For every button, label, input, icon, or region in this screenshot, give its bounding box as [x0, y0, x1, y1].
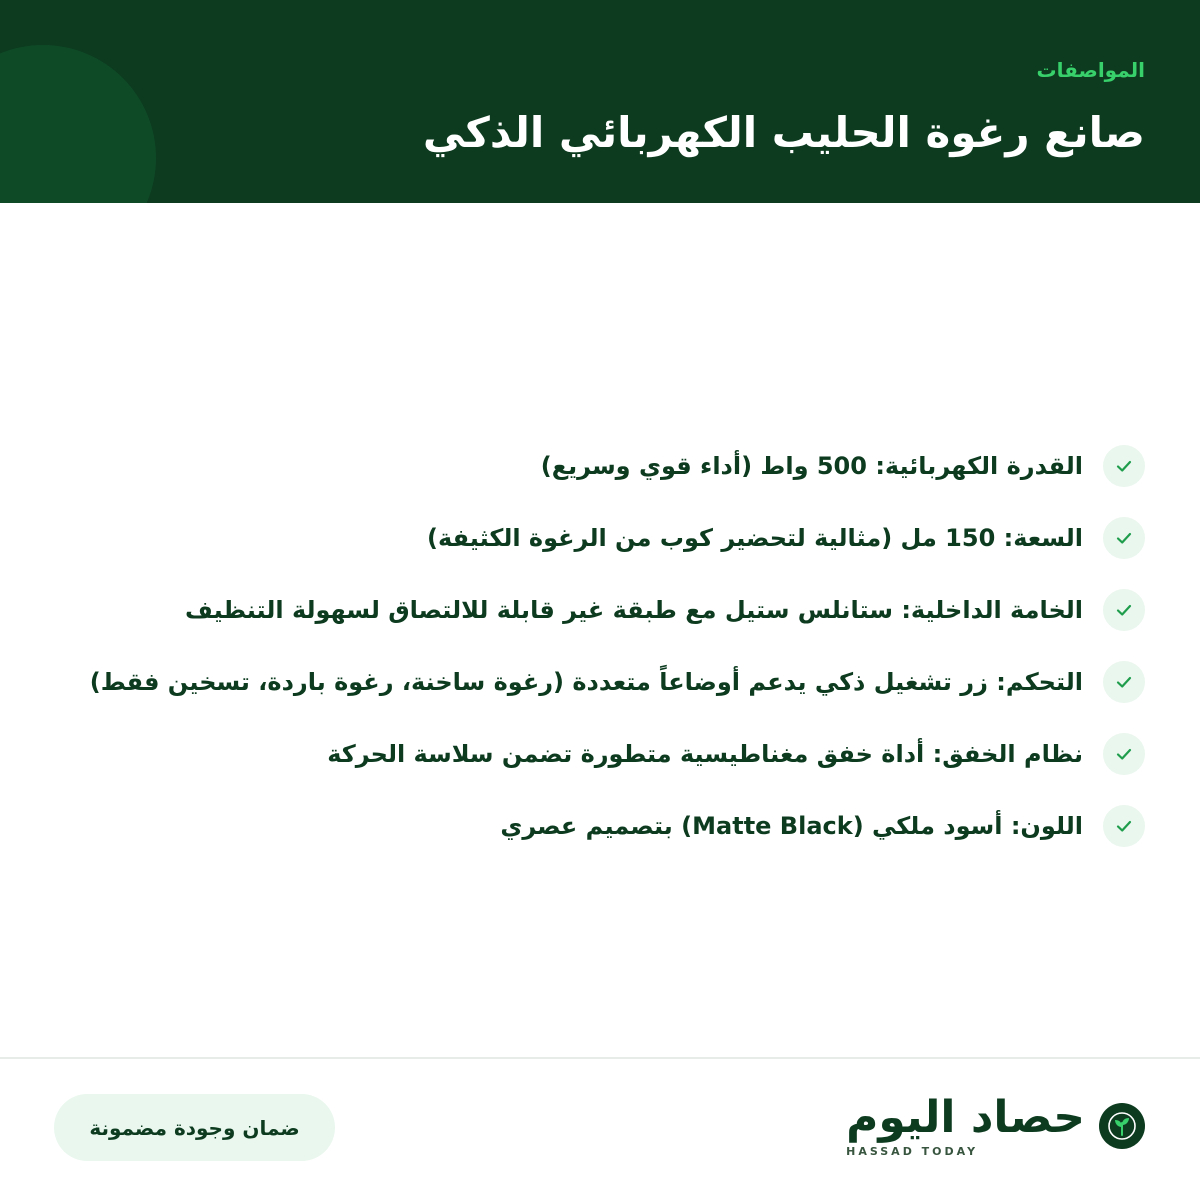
section-eyebrow: المواصفات: [1036, 58, 1145, 82]
feature-text: [327, 740, 1083, 768]
feature-value: زر تشغيل ذكي يدعم أوضاعاً متعددة (رغوة ساخنة، رغوة باردة، تسخين فقط): [89, 668, 988, 696]
brand-subtitle: HASSAD TODAY: [846, 1145, 979, 1158]
feature-label: السعة:: [1003, 524, 1083, 552]
check-icon: [1103, 661, 1145, 703]
brand-name: حصاد اليوم: [846, 1092, 1085, 1143]
brand-logo: [846, 1093, 1145, 1158]
feature-item: [45, 790, 1145, 862]
guarantee-badge: ضمان وجودة مضمونة: [54, 1094, 335, 1161]
feature-text: [427, 524, 1083, 552]
leaf-icon: [1099, 1103, 1145, 1149]
page-title: صانع رغوة الحليب الكهربائي الذكي: [422, 108, 1145, 157]
feature-item: [45, 574, 1145, 646]
decorative-circle: [0, 45, 156, 203]
feature-value: أسود ملكي (Matte Black) بتصميم عصري: [500, 812, 1003, 840]
feature-value: 150 مل (مثالية لتحضير كوب من الرغوة الكثيفة): [426, 524, 996, 552]
check-icon: [1103, 733, 1145, 775]
check-icon: [1103, 517, 1145, 559]
feature-text: [90, 668, 1083, 696]
feature-value: 500 واط (أداء قوي وسريع): [540, 452, 867, 480]
feature-value: ستانلس ستيل مع طبقة غير قابلة للالتصاق لسهولة التنظيف: [185, 596, 893, 624]
feature-label: الخامة الداخلية:: [901, 596, 1083, 624]
feature-label: القدرة الكهربائية:: [875, 452, 1083, 480]
brand-text: [846, 1093, 1085, 1158]
feature-label: نظام الخفق:: [932, 740, 1083, 768]
check-icon: [1103, 805, 1145, 847]
feature-text: [541, 452, 1083, 480]
feature-value: أداة خفق مغناطيسية متطورة تضمن سلاسة الحركة: [327, 740, 925, 768]
feature-text: [500, 812, 1083, 840]
feature-label: التحكم:: [996, 668, 1083, 696]
header-banner: [0, 0, 1200, 203]
feature-label: اللون:: [1010, 812, 1083, 840]
feature-item: [45, 430, 1145, 502]
feature-list: [45, 430, 1145, 862]
feature-item: [45, 718, 1145, 790]
feature-item: [45, 502, 1145, 574]
feature-text: [185, 596, 1083, 624]
check-icon: [1103, 589, 1145, 631]
feature-item: [45, 646, 1145, 718]
check-icon: [1103, 445, 1145, 487]
footer-divider: [0, 1057, 1200, 1059]
